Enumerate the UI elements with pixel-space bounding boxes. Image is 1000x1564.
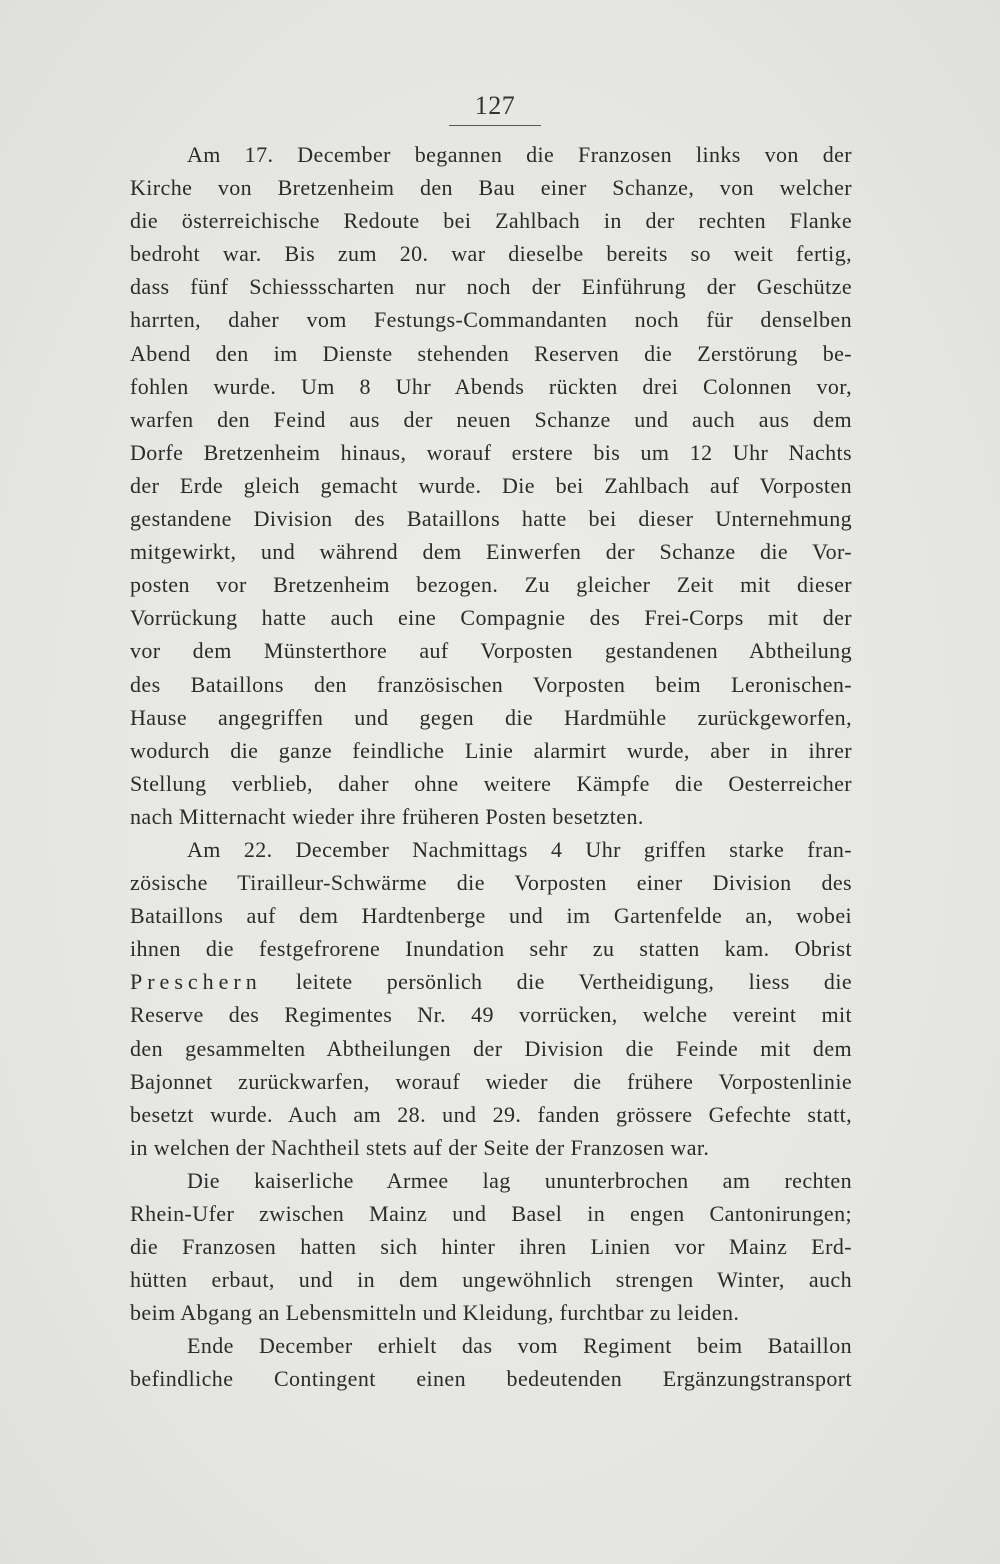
- text-line: hütten erbaut, und in dem ungewöhnlich strengen Winter, auch: [130, 1267, 852, 1293]
- text-line: Abend den im Dienste stehenden Reserven die Zerstörung be-: [130, 340, 852, 366]
- text-line: Reserve des Regimentes Nr. 49 vorrücken, welche vereint mit: [130, 1002, 852, 1028]
- text-line: die Franzosen hatten sich hinter ihren Linien vor Mainz Erd-: [130, 1234, 852, 1260]
- text-line: fohlen wurde. Um 8 Uhr Abends rückten drei Colonnen vor,: [130, 373, 852, 399]
- text-line: Am 22. December Nachmittags 4 Uhr griffen starke fran-: [187, 836, 852, 862]
- text-line: besetzt wurde. Auch am 28. und 29. fanden grössere Gefechte statt,: [130, 1101, 852, 1127]
- text-line: Dorfe Bretzenheim hinaus, worauf erstere bis um 12 Uhr Nachts: [130, 439, 852, 465]
- text-line: Die kaiserliche Armee lag ununterbrochen am rechten: [187, 1167, 852, 1193]
- page-number-rule: [449, 125, 541, 126]
- text-line: dass fünf Schiessscharten nur noch der Einführung der Geschütze: [130, 274, 852, 300]
- text-line: Vorrückung hatte auch eine Compagnie des Frei-Corps mit der: [130, 605, 852, 631]
- text-line: Hause angegriffen und gegen die Hardmühle zurückgeworfen,: [130, 704, 852, 730]
- text-line: nach Mitternacht wieder ihre früheren Posten besetzten.: [130, 803, 644, 829]
- body-text: [130, 138, 852, 1396]
- text-line: bedroht war. Bis zum 20. war dieselbe bereits so weit fertig,: [130, 241, 852, 267]
- spaced-name: Preschern: [130, 969, 262, 995]
- text-line: ihnen die festgefrorene Inundation sehr zu statten kam. Obrist: [130, 936, 852, 962]
- text-line: Ende December erhielt das vom Regiment beim Bataillon: [187, 1333, 852, 1359]
- text-line: Bajonnet zurückwarfen, worauf wieder die frühere Vorpostenlinie: [130, 1068, 852, 1094]
- text-line: den gesammelten Abtheilungen der Division die Feinde mit dem: [130, 1035, 852, 1061]
- text-line: Kirche von Bretzenheim den Bau einer Schanze, von welcher: [130, 175, 852, 201]
- text-line: Rhein-Ufer zwischen Mainz und Basel in engen Cantonirungen;: [130, 1201, 852, 1226]
- text-line-with-spaced-name: [130, 965, 852, 998]
- text-line: Bataillons auf dem Hardtenberge und im Gartenfelde an, wobei: [130, 903, 852, 929]
- text-line: beim Abgang an Lebensmitteln und Kleidung, furchtbar zu leiden.: [130, 1300, 740, 1326]
- text-line: posten vor Bretzenheim bezogen. Zu gleicher Zeit mit dieser: [130, 572, 852, 598]
- text-line: der Erde gleich gemacht wurde. Die bei Zahlbach auf Vorposten: [130, 472, 852, 498]
- text-line: Am 17. December begannen die Franzosen links von der: [187, 142, 852, 167]
- text-line: die österreichische Redoute bei Zahlbach in der rechten Flanke: [130, 208, 852, 234]
- text-line: zösische Tirailleur-Schwärme die Vorposten einer Division des: [130, 870, 852, 896]
- text-line: befindliche Contingent einen bedeutenden Ergänzungstransport: [130, 1366, 852, 1392]
- page-number: 127: [474, 91, 516, 120]
- text-line: mitgewirkt, und während dem Einwerfen der Schanze die Vor-: [130, 539, 852, 565]
- text-line: warfen den Feind aus der neuen Schanze und auch aus dem: [130, 406, 852, 432]
- text-line: gestandene Division des Bataillons hatte bei dieser Unternehmung: [130, 506, 852, 532]
- text-line: wodurch die ganze feindliche Linie alarmirt wurde, aber in ihrer: [130, 737, 852, 763]
- text-line: vor dem Münsterthore auf Vorposten gestandenen Abtheilung: [130, 638, 852, 664]
- text-line: in welchen der Nachtheil stets auf der Seite der Franzosen war.: [130, 1134, 710, 1160]
- text-line: harrten, daher vom Festungs-Commandanten noch für denselben: [130, 307, 852, 333]
- text-line: des Bataillons den französischen Vorposten beim Leronischen-: [130, 671, 852, 697]
- text-line: Stellung verblieb, daher ohne weitere Kämpfe die Oesterreicher: [130, 770, 852, 796]
- text-line-rest: leitete persönlich die Vertheidigung, liess die: [296, 969, 853, 995]
